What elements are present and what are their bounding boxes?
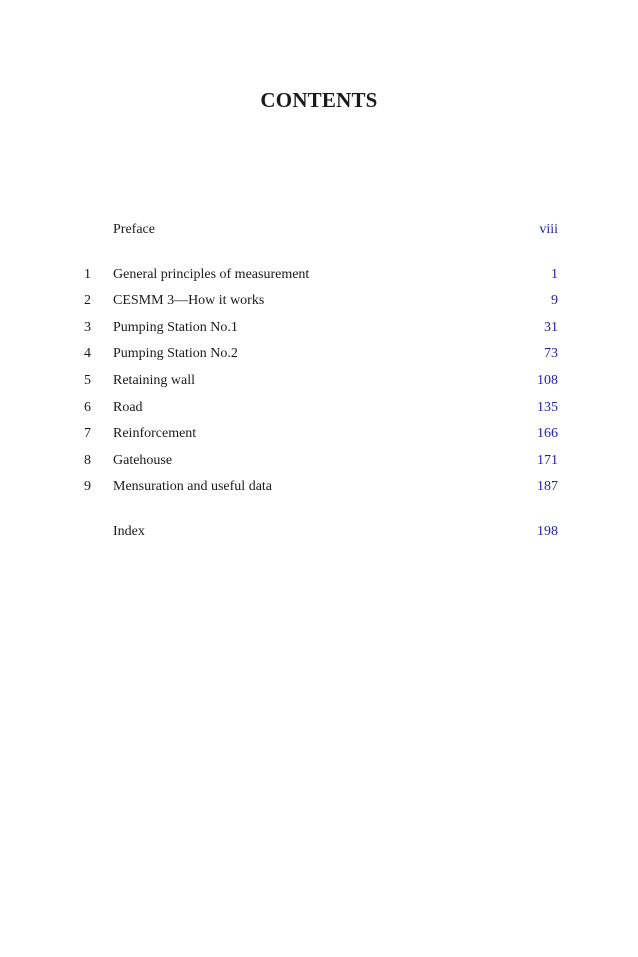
toc-entry-chapter-6 xyxy=(80,398,558,418)
toc-entry-index xyxy=(80,522,558,542)
toc-entry-title: General principles of measurement xyxy=(113,267,310,282)
page-title: CONTENTS xyxy=(260,88,378,112)
toc-page-link[interactable]: 171 xyxy=(537,453,558,468)
toc-page-link[interactable]: 108 xyxy=(537,373,558,388)
toc-entry-title: Gatehouse xyxy=(113,453,173,468)
toc-entry-number: 4 xyxy=(84,346,91,361)
toc-entry-chapter-1 xyxy=(80,265,558,285)
toc-entry-title: CESMM 3—How it works xyxy=(113,293,265,308)
toc-page-link[interactable]: viii xyxy=(539,222,558,237)
toc-entry-title: Retaining wall xyxy=(113,373,196,388)
toc-page-link[interactable]: 9 xyxy=(551,293,558,308)
toc-entry-number: 9 xyxy=(84,479,91,494)
toc-entry-title: Reinforcement xyxy=(113,426,197,441)
toc-page-link[interactable]: 73 xyxy=(544,346,558,361)
toc-entry-chapter-8 xyxy=(80,451,558,471)
toc-entry-number: 7 xyxy=(84,426,91,441)
toc-page-link[interactable]: 1 xyxy=(551,267,558,282)
toc-page-link[interactable]: 31 xyxy=(544,320,558,335)
toc-entry-chapter-7 xyxy=(80,424,558,444)
toc-page-link[interactable]: 198 xyxy=(537,524,558,539)
toc-entry-number: 5 xyxy=(84,373,91,388)
toc-page-link[interactable]: 187 xyxy=(537,479,558,494)
toc-entry-title: Index xyxy=(113,524,145,539)
toc-entry-title: Road xyxy=(113,400,143,415)
toc-page-link[interactable]: 166 xyxy=(537,426,558,441)
toc-entry-number: 6 xyxy=(84,400,91,415)
toc-entry-preface xyxy=(80,220,558,240)
toc-entry-chapter-3 xyxy=(80,318,558,338)
toc-entry-chapter-9 xyxy=(80,477,558,497)
toc-entry-title: Pumping Station No.2 xyxy=(113,346,238,361)
toc-entry-title: Preface xyxy=(113,222,155,237)
toc-entry-chapter-4 xyxy=(80,344,558,364)
toc-entry-number: 1 xyxy=(84,267,91,282)
toc-entry-chapter-5 xyxy=(80,371,558,391)
toc-entry-number: 2 xyxy=(84,293,91,308)
toc-entry-chapter-2 xyxy=(80,291,558,311)
toc-entry-number: 8 xyxy=(84,453,91,468)
toc-entry-title: Mensuration and useful data xyxy=(113,479,273,494)
toc-entry-title: Pumping Station No.1 xyxy=(113,320,238,335)
toc-page-link[interactable]: 135 xyxy=(537,400,558,415)
toc-entry-number: 3 xyxy=(84,320,91,335)
